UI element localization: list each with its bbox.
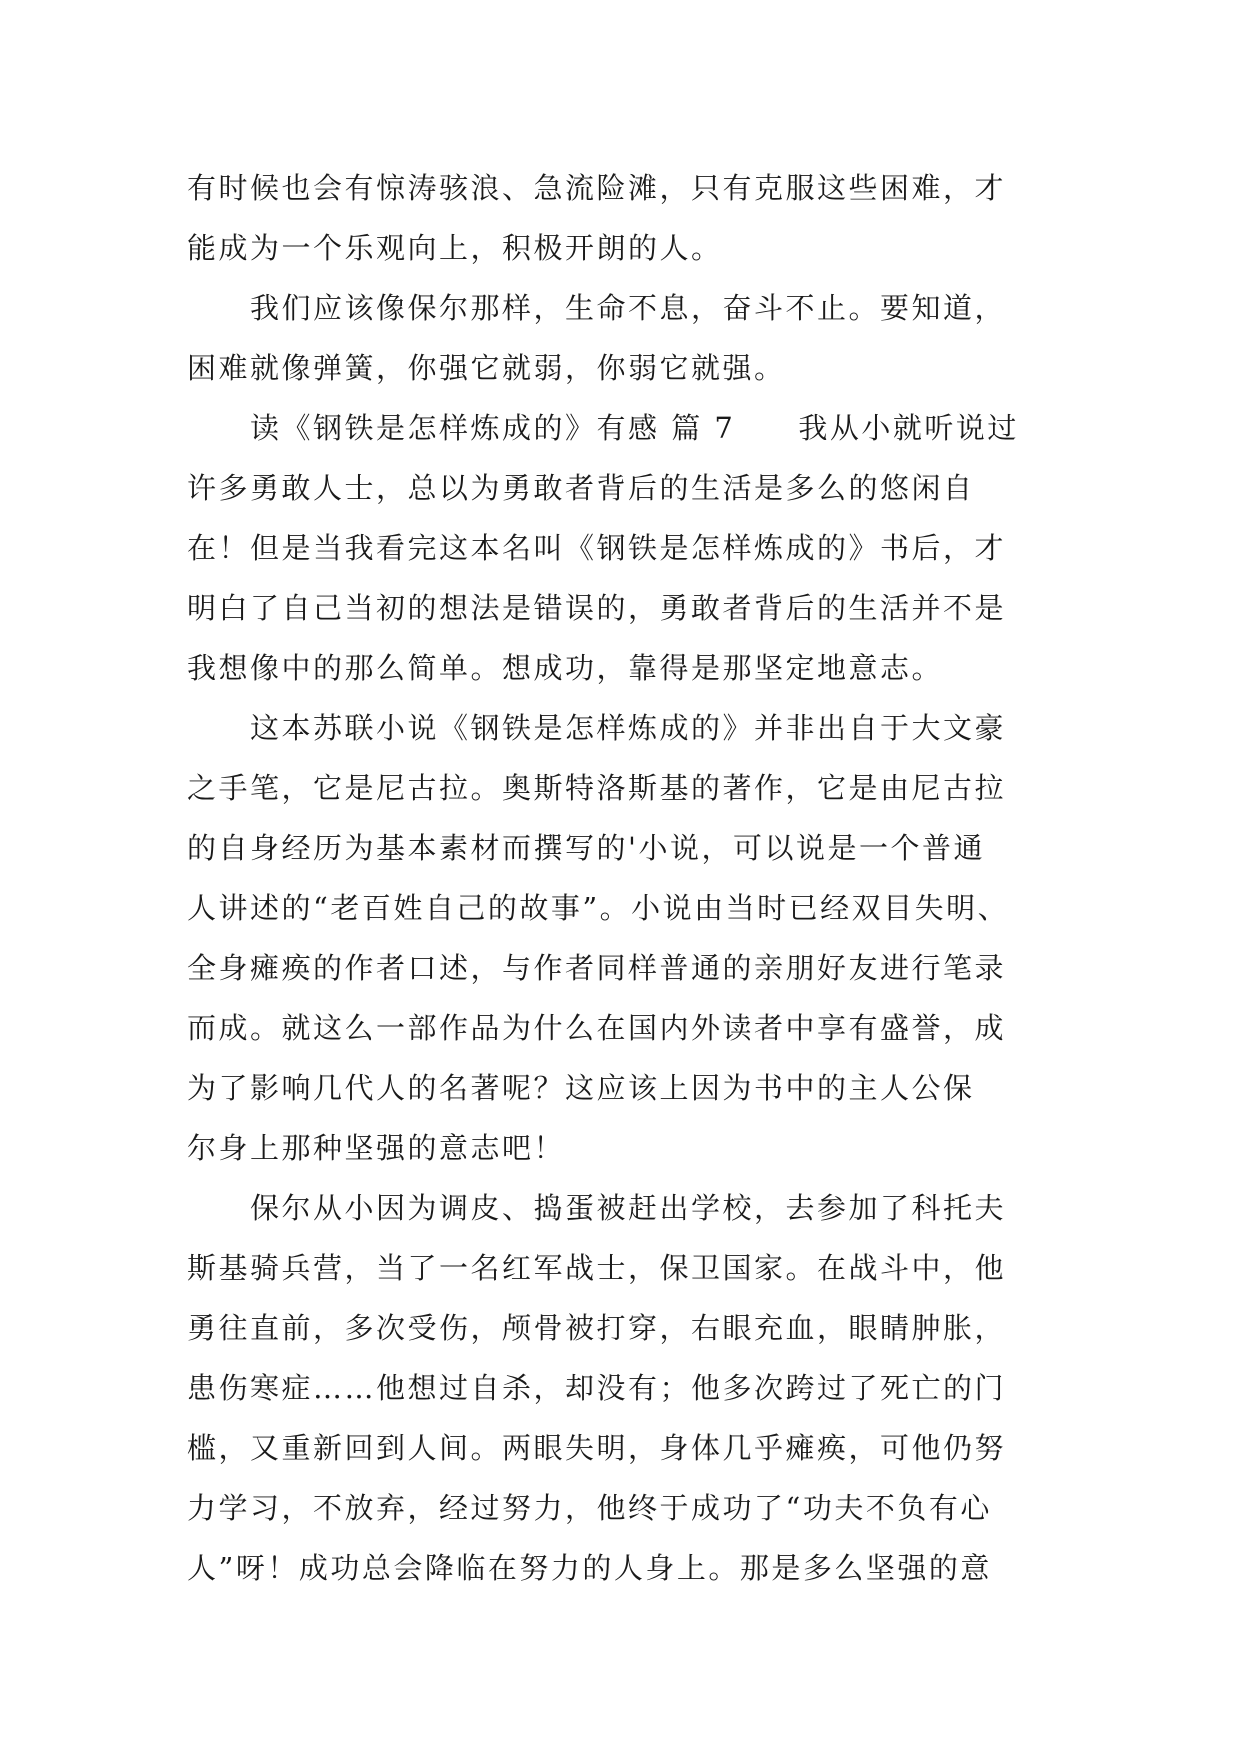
text-line: 力学习，不放弃，经过努力，他终于成功了“功夫不负有心 [187,1491,992,1525]
text-line: 有时候也会有惊涛骇浪、急流险滩，只有克服这些困难，才 [187,171,1007,205]
text-line: 的自身经历为基本素材而撰写的'小说，可以说是一个普通 [187,831,985,865]
text-line: 许多勇敢人士，总以为勇敢者背后的生活是多么的悠闲自 [187,471,975,505]
document-body [187,158,1067,1598]
text-line: 在！但是当我看完这本名叫《钢铁是怎样炼成的》书后，才 [187,531,1007,565]
text-line: 能成为一个乐观向上，积极开朗的人。 [187,231,723,265]
text-line: 这本苏联小说《钢铁是怎样炼成的》并非出自于大文豪 [187,711,1007,745]
text-line: 我想像中的那么简单。想成功，靠得是那坚定地意志。 [187,651,944,685]
text-line: 困难就像弹簧，你强它就弱，你弱它就强。 [187,351,786,385]
text-line: 保尔从小因为调皮、捣蛋被赶出学校，去参加了科托夫 [187,1191,1007,1225]
text-line: 为了影响几代人的名著呢？这应该上因为书中的主人公保 [187,1071,975,1105]
text-line: 尔身上那种坚强的意志吧！ [187,1131,566,1165]
text-line: 明白了自己当初的想法是错误的，勇敢者背后的生活并不是 [187,591,1007,625]
text-line: 患伤寒症……他想过自杀，却没有；他多次跨过了死亡的门 [187,1371,1007,1405]
text-line: 人讲述的“老百姓自己的故事”。小说由当时已经双目失明、 [187,891,1010,925]
text-line: 槛，又重新回到人间。两眼失明，身体几乎瘫痪，可他仍努 [187,1431,1007,1465]
text-line: 全身瘫痪的作者口述，与作者同样普通的亲朋好友进行笔录 [187,951,1007,985]
text-line: 斯基骑兵营，当了一名红军战士，保卫国家。在战斗中，他 [187,1251,1007,1285]
text-line: 而成。就这么一部作品为什么在国内外读者中享有盛誉，成 [187,1011,1007,1045]
section-heading-line: 读《钢铁是怎样炼成的》有感 篇 7 我从小就听说过 [187,411,1019,445]
text-line: 人”呀！成功总会降临在努力的人身上。那是多么坚强的意 [187,1551,992,1585]
text-line: 勇往直前，多次受伤，颅骨被打穿，右眼充血，眼睛肿胀， [187,1311,1007,1345]
text-line: 之手笔，它是尼古拉。奥斯特洛斯基的著作，它是由尼古拉 [187,771,1007,805]
text-line: 我们应该像保尔那样，生命不息，奋斗不止。要知道， [187,291,1007,325]
